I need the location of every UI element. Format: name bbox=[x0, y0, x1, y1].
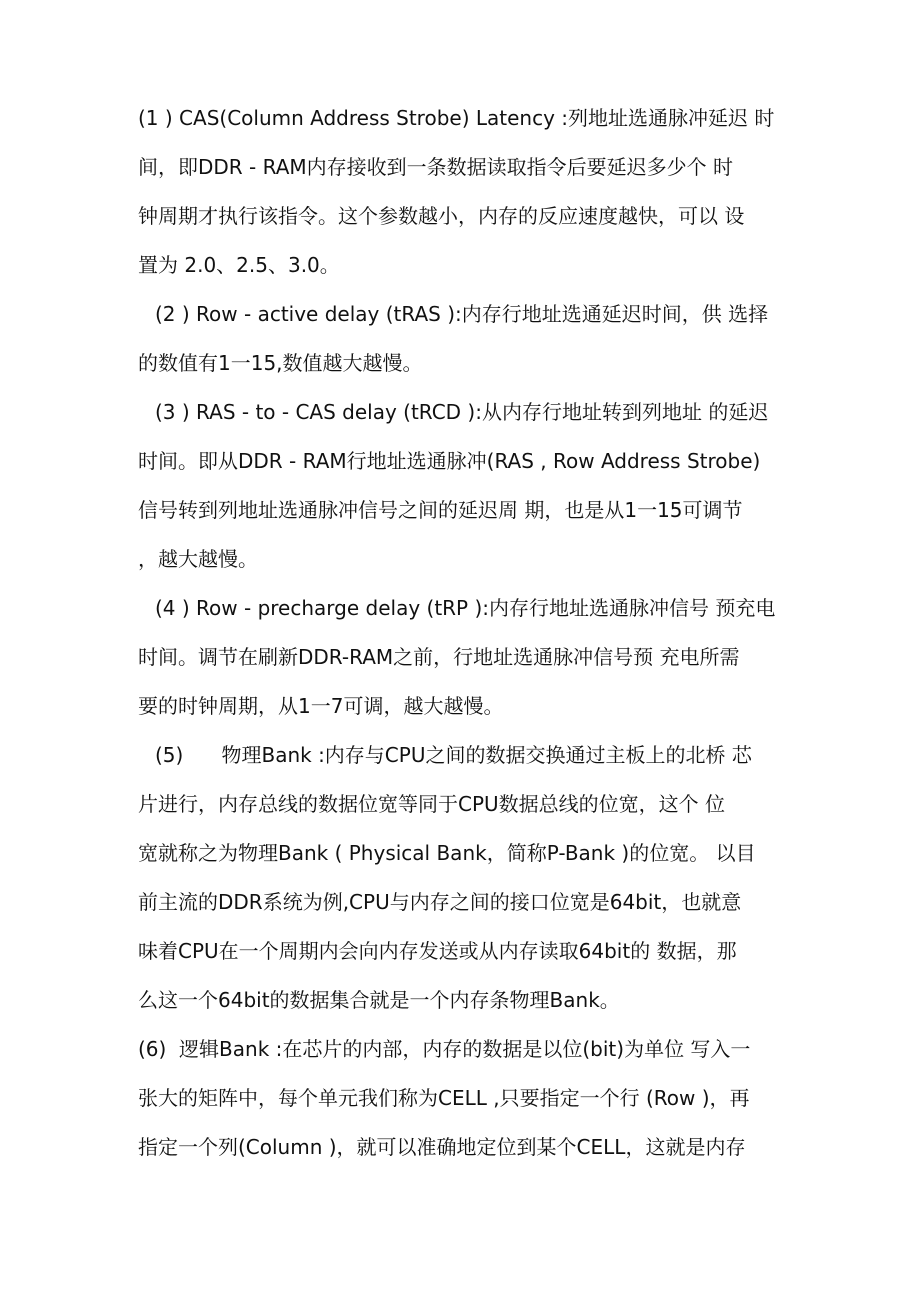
text-line: 要的时钟周期，从1一7可调，越大越慢。 bbox=[138, 694, 504, 718]
text-line: 信号转到列地址选通脉冲信号之间的延迟周 期，也是从1一15可调节 bbox=[138, 498, 743, 522]
text-line: 张大的矩阵中，每个单元我们称为CELL ,只要指定一个行 (Row )，再 bbox=[138, 1086, 750, 1110]
text-line: 钟周期才执行该指令。这个参数越小，内存的反应速度越快，可以 设 bbox=[138, 204, 745, 228]
text-line: 指定一个列(Column )，就可以准确地定位到某个CELL，这就是内存 bbox=[138, 1135, 746, 1159]
text-line: (1 ) CAS(Column Address Strobe) Latency :列地址选通脉冲延迟 时 bbox=[138, 106, 775, 130]
text-line: 的数值有1一15,数值越大越慢。 bbox=[138, 351, 423, 375]
text-line: 置为 2.0、2.5、3.0。 bbox=[138, 253, 340, 277]
text-line: 时间。调节在刷新DDR-RAM之前，行地址选通脉冲信号预 充电所需 bbox=[138, 645, 740, 669]
text-line: (3 ) RAS - to - CAS delay (tRCD ):从内存行地址转到列地址 的延迟 bbox=[155, 400, 769, 424]
text-line: (6) 逻辑Bank :在芯片的内部，内存的数据是以位(bit)为单位 写入一 bbox=[138, 1037, 751, 1061]
text-line: (4 ) Row - precharge delay (tRP ):内存行地址选通脉冲信号 预充电 bbox=[155, 596, 776, 620]
text-line: 片进行，内存总线的数据位宽等同于CPU数据总线的位宽，这个 位 bbox=[138, 792, 726, 816]
text-line: 时间。即从DDR - RAM行地址选通脉冲(RAS , Row Address Strobe) bbox=[138, 449, 761, 473]
text-line: ，越大越慢。 bbox=[138, 547, 258, 571]
text-line: 间，即DDR - RAM内存接收到一条数据读取指令后要延迟多少个 时 bbox=[138, 155, 734, 179]
text-line: 宽就称之为物理Bank ( Physical Bank，简称P-Bank )的位宽。 以目 bbox=[138, 841, 756, 865]
text-line: 味着CPU在一个周期内会向内存发送或从内存读取64bit的 数据，那 bbox=[138, 939, 737, 963]
text-line: 前主流的DDR系统为例,CPU与内存之间的接口位宽是64bit，也就意 bbox=[138, 890, 742, 914]
text-line: 么这一个64bit的数据集合就是一个内存条物理Bank。 bbox=[138, 988, 620, 1012]
text-line: (2 ) Row - active delay (tRAS ):内存行地址选通延迟时间，供 选择 bbox=[155, 302, 769, 326]
text-line: (5) 物理Bank :内存与CPU之间的数据交换通过主板上的北桥 芯 bbox=[155, 743, 752, 767]
